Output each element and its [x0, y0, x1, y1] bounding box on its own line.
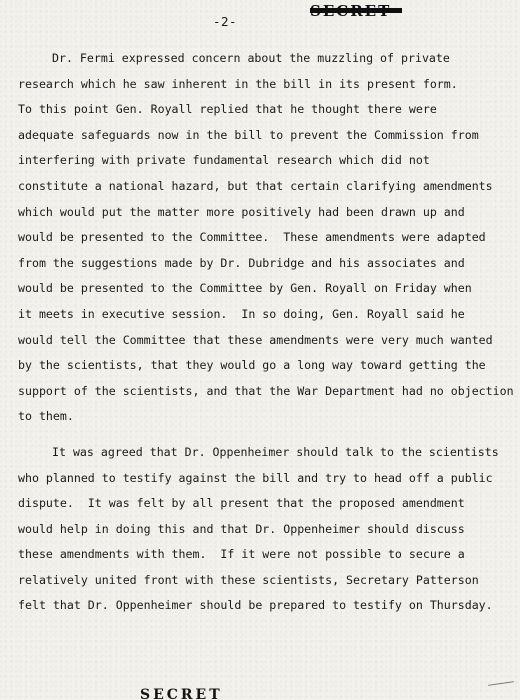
page-number: -2-: [213, 14, 238, 29]
redaction-bar: [310, 8, 402, 13]
text-line: research which he saw inherent in the bill in its present form.: [18, 76, 458, 91]
text-line: who planned to testify against the bill and try to head off a public: [18, 470, 493, 485]
text-line: interfering with private fundamental research which did not: [18, 153, 430, 168]
text-line: dispute. It was felt by all present that the proposed amendment: [18, 496, 465, 511]
text-line: by the scientists, that they would go a long way toward getting the: [18, 358, 486, 373]
text-line: which would put the matter more positively had been drawn up and: [18, 204, 465, 219]
document-body: [18, 46, 514, 619]
text-line: relatively united front with these scientists, Secretary Patterson: [18, 572, 479, 587]
text-line: felt that Dr. Oppenheimer should be prepared to testify on Thursday.: [18, 598, 493, 613]
text-line: constitute a national hazard, but that certain clarifying amendments: [18, 178, 493, 193]
text-line: support of the scientists, and that the War Department had no objection: [18, 383, 514, 398]
text-line: would be presented to the Committee by Gen. Royall on Friday when: [18, 281, 472, 296]
text-line: from the suggestions made by Dr. Dubridge and his associates and: [18, 255, 465, 270]
text-line: It was agreed that Dr. Oppenheimer should talk to the scientists: [52, 444, 499, 459]
text-line: would tell the Committee that these amendments were very much wanted: [18, 332, 493, 347]
paragraph-2: [18, 440, 508, 619]
corner-pencil-mark: [488, 681, 514, 686]
text-line: would help in doing this and that Dr. Oppenheimer should discuss: [18, 521, 465, 536]
paragraph-gap: [18, 430, 508, 440]
classification-stamp-top: [310, 2, 402, 20]
classification-stamp-bottom: SECRET: [140, 687, 223, 700]
paragraph-1: [18, 46, 514, 430]
text-line: would be presented to the Committee. These amendments were adapted: [18, 230, 486, 245]
text-line: Dr. Fermi expressed concern about the muzzling of private: [52, 51, 450, 65]
text-line: adequate safeguards now in the bill to prevent the Commission from: [18, 127, 479, 142]
text-line: it meets in executive session. In so doing, Gen. Royall said he: [18, 306, 465, 321]
text-line: these amendments with them. If it were not possible to secure a: [18, 547, 465, 562]
text-line: To this point Gen. Royall replied that he thought there were: [18, 102, 437, 117]
text-line: to them.: [18, 409, 74, 424]
